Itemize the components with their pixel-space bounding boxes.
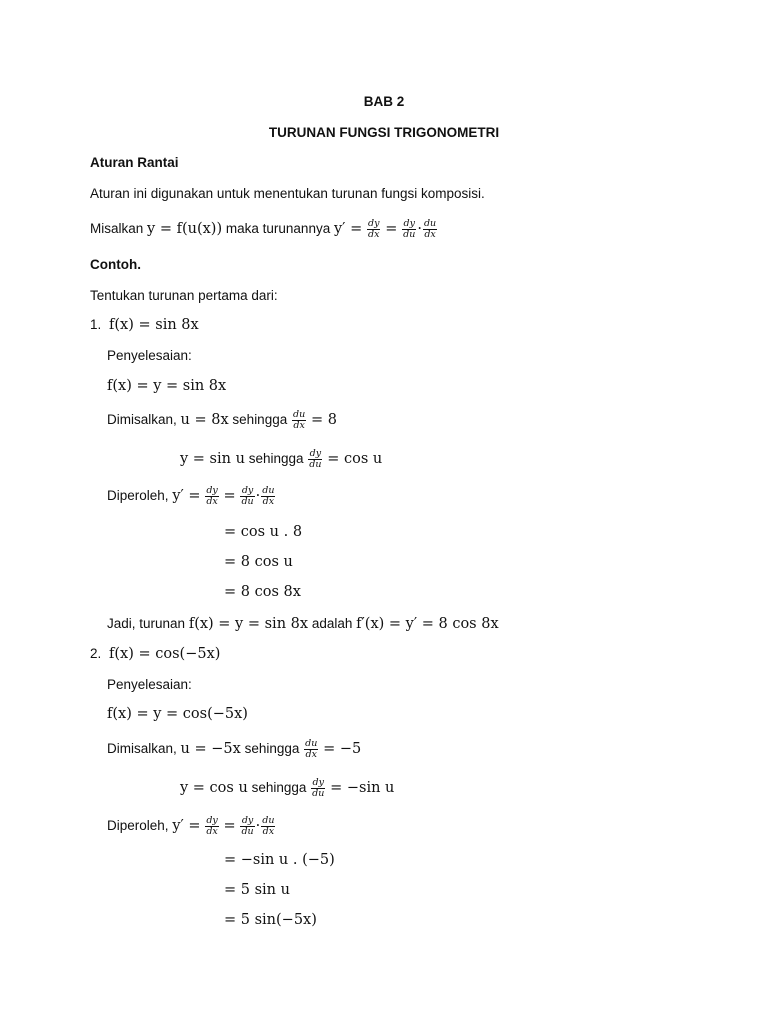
du-dx-value: = −5 (323, 741, 362, 758)
derivation-step-1: = −sin u . (−5) (224, 852, 335, 868)
derivation-step-1: = cos u . 8 (224, 524, 303, 540)
fraction-numerator: dy (368, 218, 380, 229)
y-prime: y′ = (172, 818, 201, 835)
let-label: Dimisalkan, (107, 412, 177, 428)
problem-number: 2. (90, 646, 102, 661)
dot-operator: · (255, 818, 261, 835)
fraction-denominator: du (312, 788, 325, 799)
restated-function: f(x) = y = sin 8x (107, 378, 227, 394)
fraction-numerator: du (305, 738, 318, 749)
fraction-denominator: dx (206, 826, 218, 837)
rule-expression: y = f(u(x)) (147, 221, 223, 238)
let-label: Dimisalkan, (107, 741, 177, 757)
du-dx-fraction (261, 486, 275, 507)
fraction-denominator: dx (262, 496, 275, 507)
chain-application (107, 486, 276, 507)
dy-du-fraction (240, 816, 254, 837)
fraction-denominator: du (241, 496, 254, 507)
obtained-label: Diperoleh, (107, 488, 169, 504)
problem-number: 1. (90, 317, 102, 332)
page-title: TURUNAN FUNGSI TRIGONOMETRI (268, 125, 500, 140)
fraction-denominator: dx (424, 229, 436, 240)
u-definition: u = −5x (180, 741, 241, 758)
conclusion (107, 614, 499, 634)
rule-prefix: Misalkan (90, 221, 144, 237)
fraction-numerator: dy (312, 777, 324, 788)
example-heading: Contoh. (90, 257, 141, 272)
y-prime: y′ = (333, 221, 363, 238)
fraction-numerator: dy (309, 448, 322, 459)
problem-function: f(x) = sin 8x (109, 317, 199, 333)
dy-du-fraction (402, 219, 416, 240)
dy-dx-fraction (205, 486, 218, 507)
fraction-denominator: dx (293, 420, 305, 431)
dy-du-fraction (308, 449, 322, 470)
u-definition: u = 8x (180, 412, 229, 429)
substitution-u (107, 410, 337, 431)
fraction-numerator: dy (241, 485, 254, 496)
conclusion-derivative: f′(x) = y′ = 8 cos 8x (356, 616, 499, 632)
fraction-numerator: du (262, 815, 275, 826)
fraction-denominator: du (241, 826, 254, 837)
problem-1 (90, 315, 199, 335)
fraction-denominator: dx (206, 496, 218, 507)
y-definition: y = cos u (180, 780, 248, 797)
fraction-numerator: dy (206, 485, 218, 496)
y-prime: y′ = (172, 488, 201, 505)
dy-dx-fraction (205, 816, 218, 837)
y-definition: y = sin u (180, 451, 245, 468)
dy-dx-fraction (367, 219, 380, 240)
dy-du-value: = cos u (327, 451, 383, 468)
fraction-denominator: dx (262, 826, 275, 837)
fraction-denominator: du (309, 459, 322, 470)
fraction-numerator: du (423, 218, 437, 229)
dy-du-fraction (311, 778, 325, 799)
chain-rule-statement (90, 219, 438, 240)
dy-du-fraction (240, 486, 254, 507)
so-label: sehingga (248, 451, 304, 467)
so-label: sehingga (244, 741, 300, 757)
dot-operator: · (417, 221, 422, 238)
substitution-y (180, 778, 394, 799)
task-text: Tentukan turunan pertama dari: (90, 288, 278, 303)
section-heading: Aturan Rantai (90, 155, 179, 170)
fraction-numerator: dy (206, 815, 218, 826)
intro-text: Aturan ini digunakan untuk menentukan turunan fungsi komposisi. (90, 186, 485, 201)
equals-sign: = (223, 818, 236, 835)
equals-sign: = (223, 488, 236, 505)
solution-label: Penyelesaian: (107, 348, 192, 363)
fraction-numerator: dy (241, 815, 254, 826)
derivation-step-3: = 5 sin(−5x) (224, 912, 317, 928)
du-dx-fraction (292, 410, 306, 431)
derivation-step-2: = 5 sin u (224, 882, 290, 898)
dy-du-value: = −sin u (330, 780, 395, 797)
du-dx-value: = 8 (310, 412, 337, 429)
so-label: sehingga (232, 412, 288, 428)
conclusion-label: Jadi, turunan (107, 616, 186, 631)
fraction-denominator: du (403, 229, 416, 240)
du-dx-fraction (423, 219, 437, 240)
fraction-numerator: du (293, 409, 306, 420)
so-label: sehingga (251, 780, 307, 796)
rule-mid: maka turunannya (225, 221, 331, 237)
dot-operator: · (255, 488, 261, 505)
chain-application (107, 816, 276, 837)
fraction-denominator: dx (368, 229, 380, 240)
restated-function: f(x) = y = cos(−5x) (107, 706, 248, 722)
chapter-label: BAB 2 (363, 94, 405, 109)
obtained-label: Diperoleh, (107, 818, 169, 834)
derivation-step-2: = 8 cos u (224, 554, 293, 570)
fraction-numerator: dy (403, 218, 415, 229)
equals-sign: = (385, 221, 398, 238)
solution-label: Penyelesaian: (107, 677, 192, 692)
du-dx-fraction (304, 739, 318, 760)
problem-function: f(x) = cos(−5x) (109, 646, 221, 662)
conclusion-function: f(x) = y = sin 8x (188, 616, 309, 632)
problem-2 (90, 644, 220, 664)
substitution-u (107, 739, 361, 760)
derivation-step-3: = 8 cos 8x (224, 584, 301, 600)
substitution-y (180, 449, 382, 470)
fraction-denominator: dx (305, 749, 317, 760)
is-label: adalah (311, 616, 353, 631)
du-dx-fraction (261, 816, 275, 837)
fraction-numerator: du (262, 485, 275, 496)
